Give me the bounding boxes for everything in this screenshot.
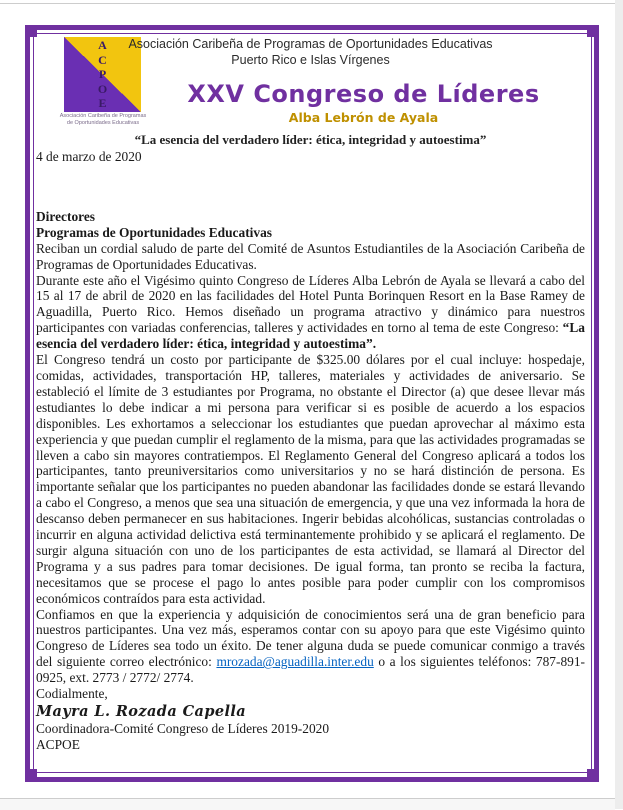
paragraph-contact-text2: o a los siguientes teléfonos: 787-891-0925, ext. 2773 / 2772/ 2774. (36, 654, 585, 686)
signer-role: Coordinadora-Comité Congreso de Líderes 2019-2020 (36, 721, 330, 736)
logo-letter: P (98, 67, 107, 82)
organization-name: Asociación Caribeña de Programas de Oportunidades Educativas (128, 37, 493, 51)
paragraph-event-text: Durante este año el Vigésimo quinto Congreso de Líderes Alba Lebrón de Ayala se llevará a cabo del 15 al 17 de abril de 2020 en las facilidades del Hotel Punta Borinquen Resort en la Base Ramey de Aguadilla, Puerto Rico. Hemos diseñado un programa atractivo y dinámico para nuestros participantes con variadas conferencias, talleres y actividades en torno al tema de este Congreso: (36, 272, 585, 336)
page-bottom-margin (0, 798, 615, 810)
paragraph-event-theme-bold: “La esencia del verdadero líder: ética, integridad y autoestima”. (36, 320, 585, 352)
logo-caption-line1: Asociación Caribeña de Programas (59, 113, 147, 119)
recipient-line1: Directores (36, 208, 95, 224)
congress-title: XXV Congreso de Líderes (187, 80, 540, 108)
logo-letter: C (98, 52, 107, 67)
page-right-margin (615, 0, 623, 809)
letter-date: 4 de marzo de 2020 (36, 149, 142, 164)
logo-letter: O (97, 81, 108, 96)
paragraph-contact (36, 607, 585, 687)
page-top-edge (0, 3, 615, 4)
signature-script: Mayra L. Rozada Capella (36, 703, 247, 720)
paragraph-cost-rules: El Congreso tendrá un costo por participante de $325.00 dólares por el cual incluye: hospedaje, comidas, actividades, transportación HP, talleres, materiales y actividades de aniversario. Se estableció el límite de 3 estudiantes por Programa, no obstante el Director (a) que desee llevar más estudiantes lo debe indicar a mi persona para verificar si es posible de acuerdo a los espacios disponibles. Les exhortamos a seleccionar los estudiantes que puedan aprovechar al máximo esta experiencia y que puedan cumplir el reglamento de la misma, para que las actividades programadas se lleven a cabo sin mayores contratiempos. El Reglamento General del Congreso aplicará a todos los participantes, tanto preuniversitarios como universitarios y no se hará distinción de persona. Es importante señalar que los participantes no pueden abandonar las facilidades donde se estará llevando a cabo el Congreso, a menos que sea una situación de emergencia, y que una vez informada la hora de descanso deben permanecer en sus habitaciones. Ingerir bebidas alcohólicas, sustancias controladas o incurrir en alguna actividad delictiva está terminantemente prohibido y se aplicará el reglamento. De surgir alguna situación con uno de los participantes de esta actividad, se llamará al Director del Programa y a sus padres para tomar decisiones. De igual forma, tan pronto se reciba la factura, necesitamos que se procese el pago lo antes posible para poder cumplir con los compromisos económicos contraídos para esta actividad. (36, 352, 585, 606)
recipient-block (36, 209, 585, 241)
border-corner (587, 28, 596, 37)
email-link[interactable]: mrozada@aguadilla.inter.edu (216, 654, 374, 670)
border-corner (28, 28, 37, 37)
border-corner (28, 769, 37, 778)
letter-body (36, 149, 585, 753)
congress-theme-quote: “La esencia del verdadero líder: ética, integridad y autoestima” (134, 132, 487, 147)
paragraph-greeting: Reciban un cordial saludo de parte del Comité de Asuntos Estudiantiles de la Asociación Caribeña de Programas de Oportunidades Educativas. (36, 240, 585, 272)
paragraph-contact-text1: Confiamos en que la experiencia y adquisición de conocimientos será una de gran beneficio para nuestros participantes. Una vez más, esperamos contar con su apoyo para que este Vigésimo quinto Congreso de Líderes sea todo un éxito. De tener alguna duda se puede comunicar conmigo a través del siguiente correo electrónico: (36, 606, 585, 670)
logo-letter: A (98, 38, 107, 53)
signer-organization: ACPOE (36, 736, 80, 752)
closing-salutation: Codialmente, (36, 686, 108, 702)
logo-caption-line2: de Oportunidades Educativas (66, 120, 140, 126)
paragraph-event-details (36, 273, 585, 353)
recipient-line2: Programas de Oportunidades Educativas (36, 224, 272, 240)
logo-letter: E (98, 96, 107, 111)
congress-subtitle: Alba Lebrón de Ayala (288, 110, 439, 125)
border-corner (587, 769, 596, 778)
organization-region: Puerto Rico e Islas Vírgenes (231, 53, 390, 67)
